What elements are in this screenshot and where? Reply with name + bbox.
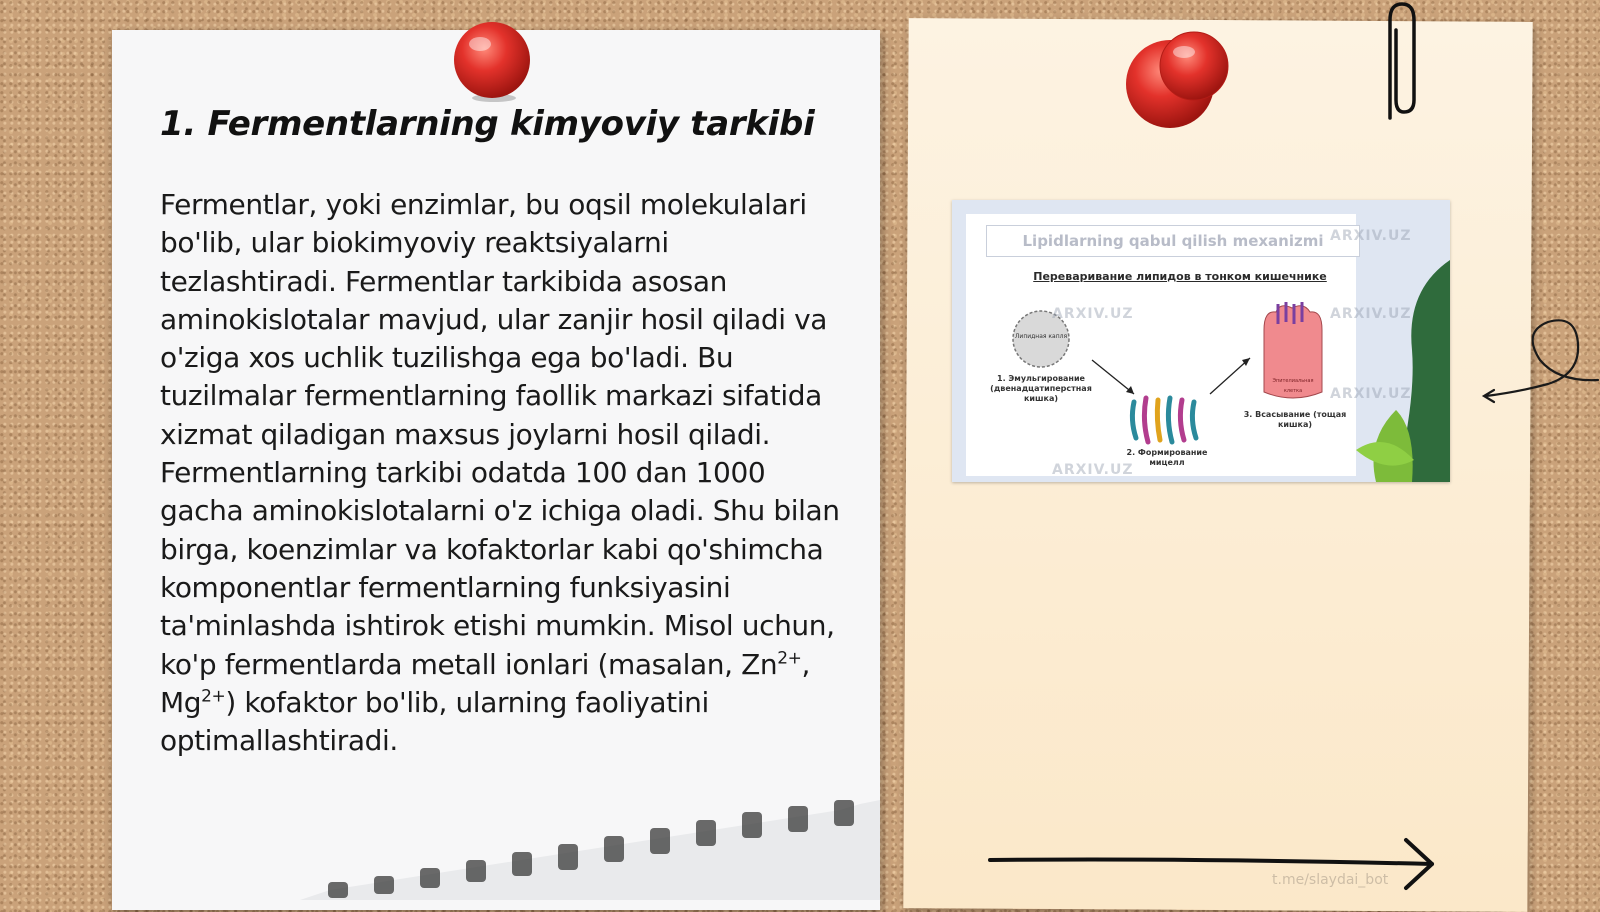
droplet-label: Липидная капля xyxy=(1014,333,1068,340)
step-3-label: 3. Всасывание (тощая кишка) xyxy=(1243,410,1347,429)
watermark-lower-right: ARXIV.UZ xyxy=(1330,386,1412,402)
curly-arrow-doodle-icon xyxy=(1478,310,1600,410)
plant-leaves-icon xyxy=(1356,260,1450,482)
red-pin-pair-icon xyxy=(1122,30,1242,134)
watermark-top-right: ARXIV.UZ xyxy=(1330,228,1412,244)
watermark-bottom-left: ARXIV.UZ xyxy=(1052,462,1134,478)
body-text-part-3: ) kofaktor bo'lib, ularning faoliyatini optimallashtiradi. xyxy=(160,685,709,758)
footer-note: t.me/slaydai_bot xyxy=(1272,872,1389,888)
spiral-tear-strip xyxy=(300,800,880,900)
paper-clip-icon xyxy=(1376,0,1420,124)
figure-content-panel xyxy=(966,214,1356,476)
body-paragraph xyxy=(160,186,840,760)
villus-label: Эпителиальная клетка xyxy=(1272,378,1314,394)
figure-caption: Lipidlarning qabul qilish mexanizmi xyxy=(986,225,1360,257)
step-1-label: 1. Эмульгирование (двенадцатиперстная кишка) xyxy=(990,374,1092,403)
watermark-middle-left: ARXIV.UZ xyxy=(1052,306,1134,322)
step-2-label: 2. Формирование мицелл xyxy=(1126,448,1208,467)
red-pin-icon xyxy=(450,20,534,104)
body-text-part-2: , Mg xyxy=(160,647,811,719)
watermark-middle-right: ARXIV.UZ xyxy=(1330,306,1412,322)
zinc-charge-superscript: 2+ xyxy=(777,648,802,669)
slide-title: 1. Fermentlarning kimyoviy tarkibi xyxy=(160,104,815,144)
lipid-digestion-figure xyxy=(952,200,1450,482)
magnesium-charge-superscript: 2+ xyxy=(201,686,226,707)
micelle-icon xyxy=(1126,392,1206,448)
body-text-part-1: Fermentlar, yoki enzimlar, bu oqsil molekulalari bo'lib, ular biokimyoviy reaktsiyalarni tezlashtiradi. Fermentlar tarkibida asosan aminokislotalar mavjud, ular zanjir hosil qiladi va o'ziga xos uchlik tuzilishga ega bo'ladi. Bu tuzilmalar fermentlarning faollik markazi sifatida xizmat qiladigan maxsus joylarni hosil qiladi. Fermentlarning tarkibi odatda 100 dan 1000 gacha aminokislotalarni o'z ichiga oladi. Shu bilan birga, koenzimlar va kofaktorlar kabi qo'shimcha komponentlar fermentlarning funksiyasini ta'minlashda ishtirok etishi mumkin. Misol uchun, ko'p fermentlarda metall ionlari (masalan, Zn xyxy=(160,188,840,681)
figure-subtitle: Переваривание липидов в тонком кишечнике xyxy=(1033,270,1327,283)
